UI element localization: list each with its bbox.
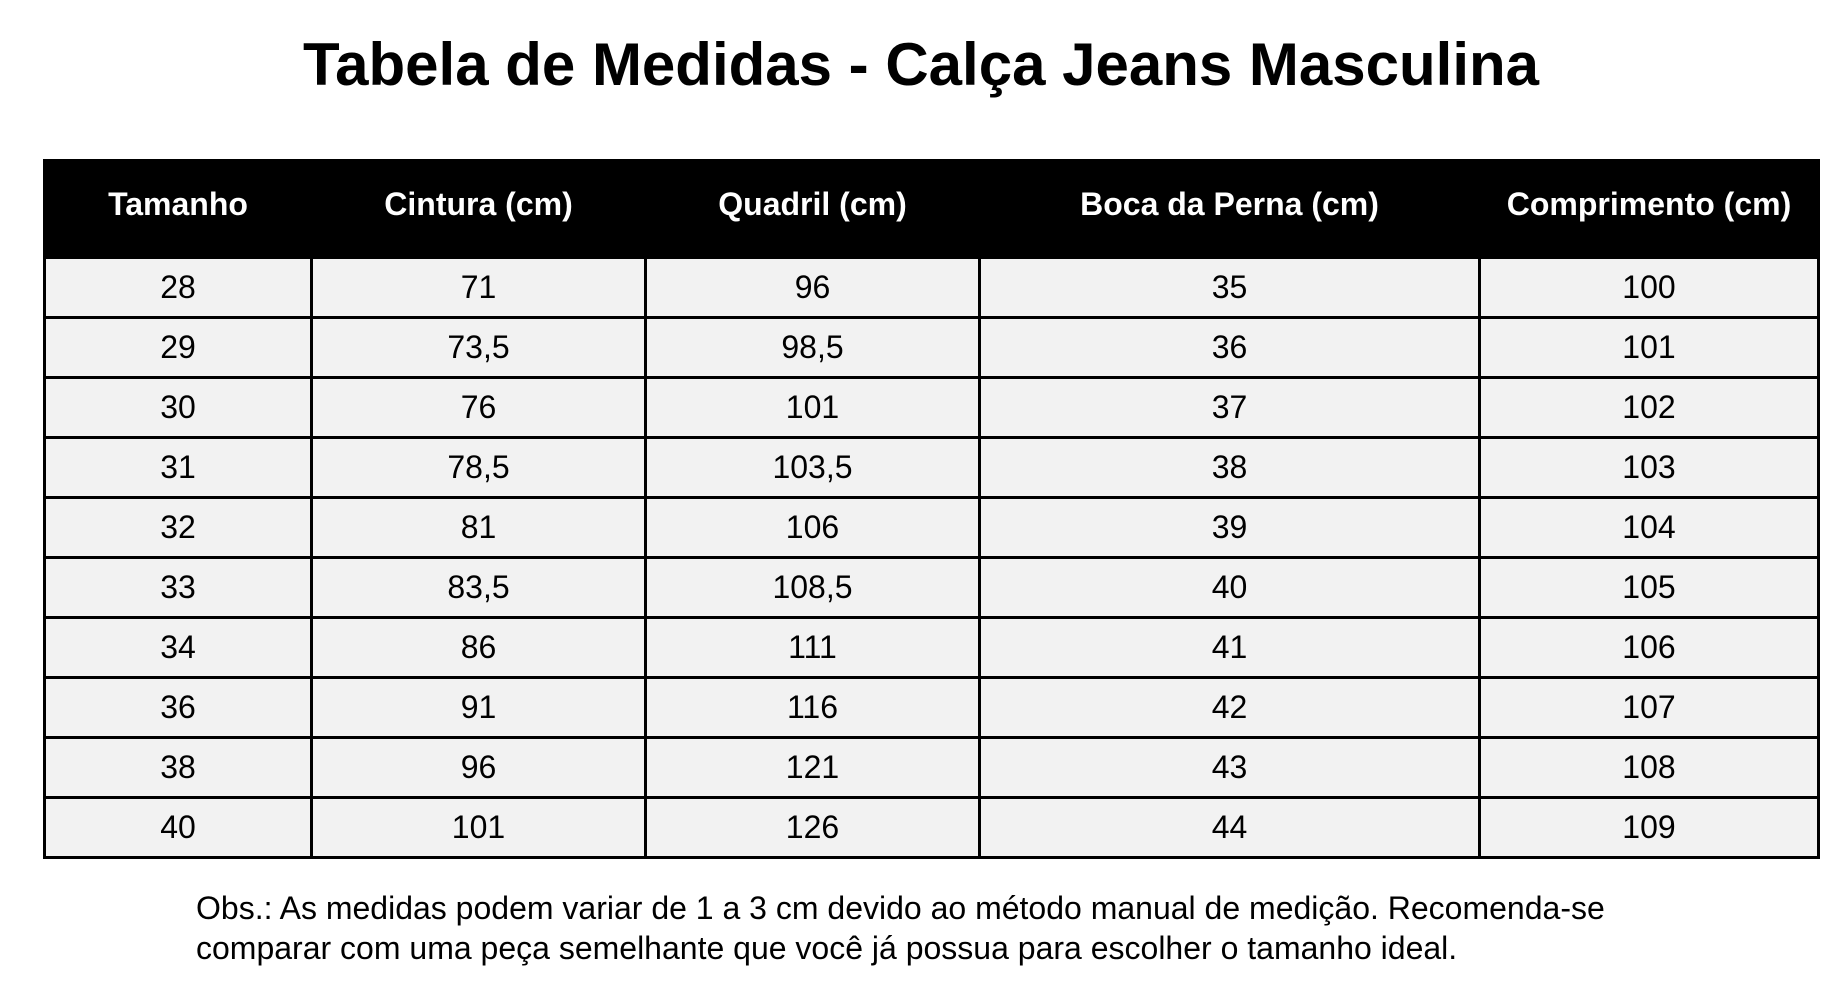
- table-cell: 31: [45, 438, 312, 498]
- column-header-comprimento: Comprimento (cm): [1480, 161, 1819, 258]
- table-cell: 71: [312, 258, 646, 318]
- size-table: [43, 159, 1820, 859]
- table-cell: 101: [1480, 318, 1819, 378]
- table-row: [45, 798, 1819, 858]
- column-header-quadril: Quadril (cm): [646, 161, 980, 258]
- table-cell: 38: [980, 438, 1480, 498]
- table-row: [45, 378, 1819, 438]
- table-cell: 34: [45, 618, 312, 678]
- table-cell: 36: [45, 678, 312, 738]
- page-title: Tabela de Medidas - Calça Jeans Masculina: [302, 31, 1540, 98]
- table-cell: 41: [980, 618, 1480, 678]
- table-cell: 36: [980, 318, 1480, 378]
- column-header-tamanho: Tamanho: [45, 161, 312, 258]
- table-cell: 105: [1480, 558, 1819, 618]
- table-cell: 116: [646, 678, 980, 738]
- table-row: [45, 618, 1819, 678]
- table-cell: 32: [45, 498, 312, 558]
- table-cell: 40: [980, 558, 1480, 618]
- table-cell: 86: [312, 618, 646, 678]
- table-cell: 91: [312, 678, 646, 738]
- table-cell: 96: [312, 738, 646, 798]
- table-header-row: [45, 161, 1819, 258]
- table-row: [45, 258, 1819, 318]
- table-cell: 101: [312, 798, 646, 858]
- table-cell: 111: [646, 618, 980, 678]
- table-cell: 81: [312, 498, 646, 558]
- table-cell: 96: [646, 258, 980, 318]
- table-cell: 43: [980, 738, 1480, 798]
- table-cell: 40: [45, 798, 312, 858]
- table-cell: 78,5: [312, 438, 646, 498]
- table-cell: 108,5: [646, 558, 980, 618]
- table-cell: 35: [980, 258, 1480, 318]
- table-cell: 38: [45, 738, 312, 798]
- table-cell: 106: [1480, 618, 1819, 678]
- table-cell: 107: [1480, 678, 1819, 738]
- table-cell: 101: [646, 378, 980, 438]
- table-cell: 121: [646, 738, 980, 798]
- table-row: [45, 678, 1819, 738]
- measurement-note: Obs.: As medidas podem variar de 1 a 3 cm devido ao método manual de medição. Recomenda-se comparar com uma peça semelhante que você já possua para escolher o tamanho ideal.: [196, 890, 1605, 966]
- table-cell: 103: [1480, 438, 1819, 498]
- table-row: [45, 738, 1819, 798]
- table-cell: 28: [45, 258, 312, 318]
- table-cell: 100: [1480, 258, 1819, 318]
- table-cell: 37: [980, 378, 1480, 438]
- table-cell: 102: [1480, 378, 1819, 438]
- table-row: [45, 498, 1819, 558]
- table-cell: 106: [646, 498, 980, 558]
- table-cell: 33: [45, 558, 312, 618]
- table-row: [45, 438, 1819, 498]
- table-cell: 76: [312, 378, 646, 438]
- table-cell: 108: [1480, 738, 1819, 798]
- table-cell: 42: [980, 678, 1480, 738]
- table-cell: 104: [1480, 498, 1819, 558]
- column-header-cintura: Cintura (cm): [312, 161, 646, 258]
- table-cell: 109: [1480, 798, 1819, 858]
- table-cell: 39: [980, 498, 1480, 558]
- table-cell: 126: [646, 798, 980, 858]
- table-cell: 83,5: [312, 558, 646, 618]
- table-cell: 98,5: [646, 318, 980, 378]
- table-cell: 30: [45, 378, 312, 438]
- column-header-boca-da-perna: Boca da Perna (cm): [980, 161, 1480, 258]
- table-cell: 29: [45, 318, 312, 378]
- table-row: [45, 318, 1819, 378]
- table-cell: 73,5: [312, 318, 646, 378]
- table-row: [45, 558, 1819, 618]
- table-cell: 44: [980, 798, 1480, 858]
- table-cell: 103,5: [646, 438, 980, 498]
